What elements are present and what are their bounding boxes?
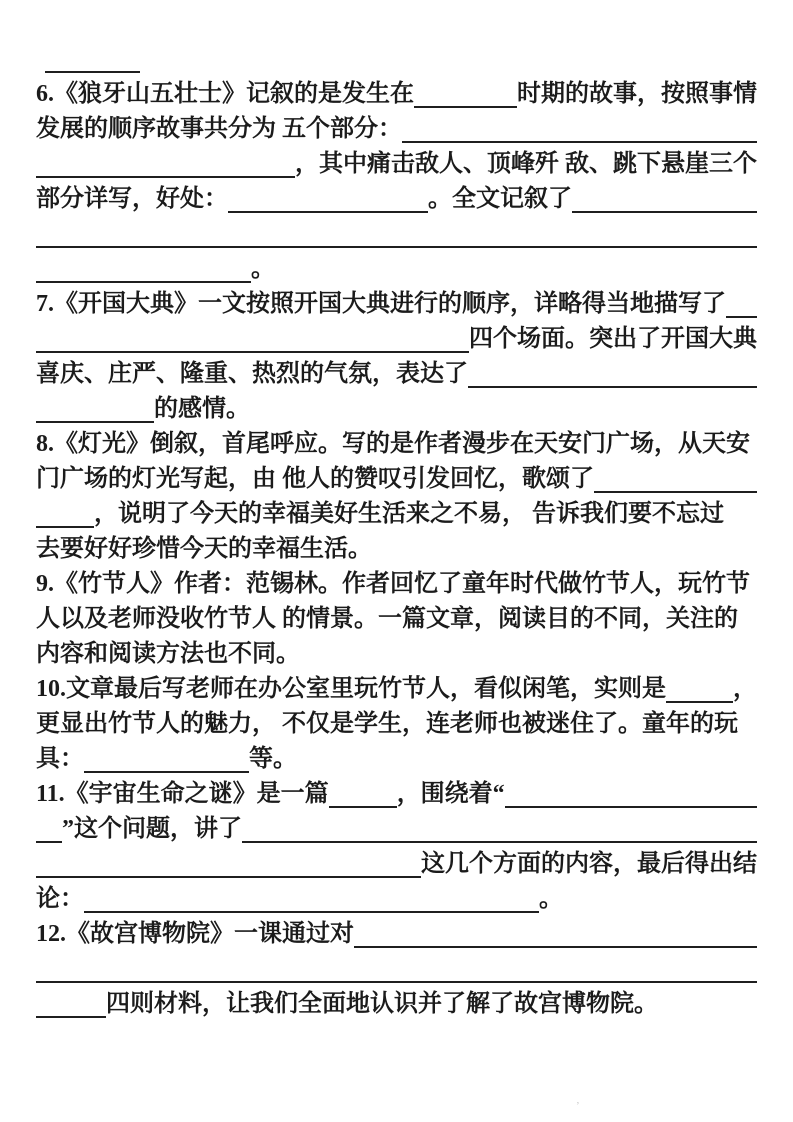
text-segment: 四则材料，让我们全面地认识并了解了故宫博物院。: [106, 991, 658, 1017]
blank-field: [36, 346, 469, 353]
blank-field: [36, 871, 421, 878]
text-segment: ，: [733, 676, 757, 702]
text-segment: 人以及老师没收竹节人 的情景。一篇文章，阅读目的不同，关注的: [36, 606, 738, 632]
text-line: [36, 423, 757, 458]
text-segment: 四个场面。突出了开国大典: [469, 326, 757, 352]
blank-field: [468, 381, 757, 388]
text-segment: 部分详写，好处：: [36, 186, 228, 212]
text-line: [36, 703, 757, 738]
text-segment: 12.《故宫博物院》一课通过对: [36, 921, 354, 947]
text-segment: 9.《竹节人》作者：范锡林。作者回忆了童年时代做竹节人，玩竹节: [36, 571, 750, 597]
text-line: [36, 248, 757, 283]
text-line: [36, 668, 757, 703]
scan-artifact-mark: ʼ: [576, 1100, 580, 1112]
text-line: [36, 143, 757, 178]
text-segment: ”这个问题，讲了: [62, 816, 242, 842]
text-line: [36, 948, 757, 983]
text-line: [36, 213, 757, 248]
text-line: [36, 178, 757, 213]
text-line: [36, 598, 757, 633]
text-segment: 6.《狼牙山五壮士》记叙的是发生在: [36, 81, 414, 107]
blank-field: [726, 311, 757, 318]
text-segment: 的感情。: [154, 396, 250, 422]
blank-field: [329, 801, 397, 808]
text-segment: 11.《宇宙生命之谜》是一篇: [36, 781, 329, 807]
text-segment: 。: [251, 256, 275, 282]
blank-field: [36, 1011, 106, 1018]
text-segment: 时期的故事，按照事情: [517, 81, 757, 107]
text-line: [36, 493, 757, 528]
blank-field: [572, 206, 757, 213]
text-line: [36, 38, 757, 73]
blank-field: [402, 136, 757, 143]
text-segment: 发展的顺序故事共分为 五个部分：: [36, 116, 402, 142]
text-segment: 这几个方面的内容，最后得出结: [421, 851, 757, 877]
text-segment: 10.文章最后写老师在办公室里玩竹节人，看似闲笔，实则是: [36, 676, 666, 702]
text-segment: 。全文记叙了: [428, 186, 572, 212]
text-line: [36, 913, 757, 948]
blank-field: [36, 241, 757, 248]
text-segment: 更显出竹节人的魅力， 不仅是学生，连老师也被迷住了。童年的玩: [36, 711, 738, 737]
text-line: [36, 633, 757, 668]
text-segment: 喜庆、庄严、隆重、热烈的气氛，表达了: [36, 361, 468, 387]
blank-field: [228, 206, 428, 213]
blank-field: [36, 836, 62, 843]
blank-field: [36, 976, 757, 983]
text-line: [36, 843, 757, 878]
blank-field: [414, 101, 517, 108]
text-segment: ，说明了今天的幸福美好生活来之不易， 告诉我们要不忘过: [94, 501, 724, 527]
blank-field: [84, 766, 249, 773]
blank-field: [36, 416, 154, 423]
blank-field: [36, 276, 251, 283]
text-line: [36, 73, 757, 108]
blank-field: [354, 941, 757, 948]
blank-field: [84, 906, 539, 913]
text-line: [36, 878, 757, 913]
blank-field: [594, 486, 757, 493]
text-segment: 论：: [36, 886, 84, 912]
text-line: [36, 983, 757, 1018]
text-line: [36, 283, 757, 318]
text-line: [36, 318, 757, 353]
blank-field: [666, 696, 733, 703]
worksheet-content: [36, 38, 757, 1018]
text-line: [36, 563, 757, 598]
text-segment: 。: [539, 886, 563, 912]
blank-field: [36, 521, 94, 528]
blank-field: [45, 66, 140, 73]
text-line: [36, 528, 757, 563]
text-line: [36, 808, 757, 843]
blank-field: [505, 801, 757, 808]
text-segment: ，围绕着“: [396, 781, 505, 807]
text-segment: 8.《灯光》倒叙，首尾呼应。写的是作者漫步在天安门广场，从天安: [36, 431, 750, 457]
text-segment: 内容和阅读方法也不同。: [36, 641, 300, 667]
blank-field: [36, 171, 295, 178]
text-line: [36, 108, 757, 143]
text-line: [36, 773, 757, 808]
text-segment: 7.《开国大典》一文按照开国大典进行的顺序，详略得当地描写了: [36, 291, 726, 317]
text-segment: 具：: [36, 746, 84, 772]
text-segment: 去要好好珍惜今天的幸福生活。: [36, 536, 372, 562]
text-line: [36, 738, 757, 773]
text-segment: 等。: [249, 746, 297, 772]
text-line: [36, 458, 757, 493]
blank-field: [242, 836, 757, 843]
text-line: [36, 353, 757, 388]
text-segment: 门广场的灯光写起，由 他人的赞叹引发回忆，歌颂了: [36, 466, 594, 492]
text-line: [36, 388, 757, 423]
text-segment: ，其中痛击敌人、顶峰歼 敌、跳下悬崖三个: [295, 151, 757, 177]
